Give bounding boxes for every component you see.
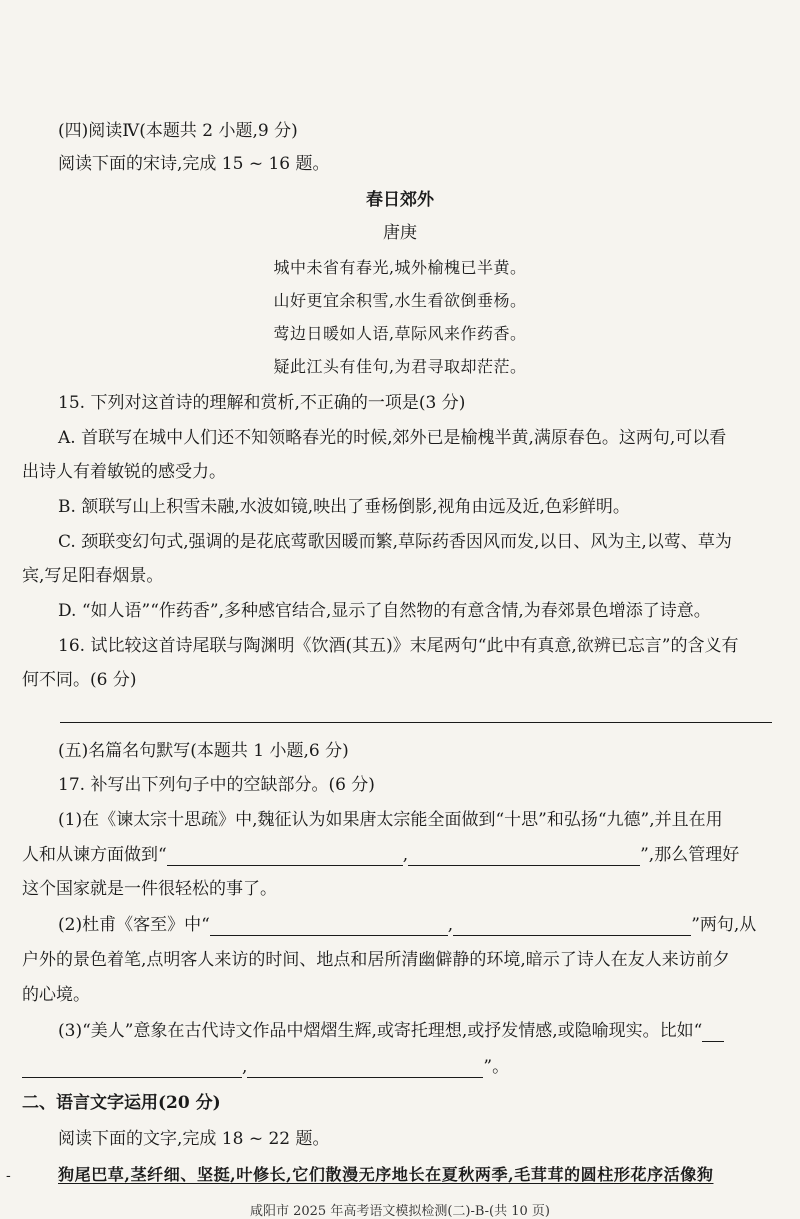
section4-instruction: 阅读下面的宋诗,完成 15 ~ 16 题。 (58, 154, 330, 174)
q17-stem: 17. 补写出下列句子中的空缺部分。(6 分) (58, 775, 375, 795)
q15-option-a-line2: 出诗人有着敏锐的感受力。 (22, 462, 226, 482)
q17-p1-line1: (1)在《谏太宗十思疏》中,魏征认为如果唐太宗能全面做到“十思”和弘扬“九德”,并且在用 (58, 810, 723, 830)
part2-instruction: 阅读下面的文字,完成 18 ~ 22 题。 (58, 1129, 330, 1149)
q15-option-c-line1: C. 颈联变幻句式,强调的是花底莺歌因暖而繁,草际药香因风而发,以日、风为主,以莺、草为 (58, 532, 732, 552)
page-footer: 咸阳市 2025 年高考语文模拟检测(二)-B-(共 10 页) (249, 1204, 551, 1219)
q17-p2-line3: 的心境。 (22, 985, 90, 1005)
q17-p2-line1-suffix: ”两句,从 (691, 915, 757, 935)
q17-p1-comma: , (402, 845, 409, 865)
q17-p2-line1 (58, 914, 756, 936)
q17-p1-line2-suffix: ”,那么管理好 (640, 845, 740, 865)
q15-option-a-line1: A. 首联写在城中人们还不知领略春光的时候,郊外已是榆槐半黄,满原春色。这两句,可以看 (58, 428, 727, 448)
q17-blank-5[interactable] (22, 1059, 242, 1078)
q17-p2-line1-prefix: (2)杜甫《客至》中“ (58, 915, 210, 935)
q17-p3-line2-suffix: ”。 (483, 1057, 510, 1077)
q17-blank-2[interactable] (408, 847, 640, 866)
poem-title: 春日郊外 (366, 190, 434, 210)
poem-line-2: 山好更宜余积雪,水生看欲倒垂杨。 (273, 291, 527, 310)
q17-p2-comma: , (447, 915, 454, 935)
q17-p1-line2 (22, 844, 739, 866)
q17-blank-1[interactable] (167, 847, 403, 866)
part2-heading: 二、语言文字运用(20 分) (22, 1093, 221, 1113)
section5-heading: (五)名篇名句默写(本题共 1 小题,6 分) (58, 741, 349, 761)
poem-line-1: 城中未省有春光,城外榆槐已半黄。 (273, 258, 527, 277)
margin-mark: - (6, 1168, 11, 1184)
passage-text: 狗尾巴草,茎纤细、坚挺,叶修长,它们散漫无序地长在夏秋两季,毛茸茸的圆柱形花序活像狗 (58, 1165, 714, 1184)
q15-stem: 15. 下列对这首诗的理解和赏析,不正确的一项是(3 分) (58, 393, 466, 413)
section4-heading: (四)阅读Ⅳ(本题共 2 小题,9 分) (58, 121, 298, 141)
q17-p3-line2 (22, 1056, 509, 1078)
q17-blank-6[interactable] (247, 1059, 483, 1078)
q17-blank-3[interactable] (210, 917, 448, 936)
q17-p1-line3: 这个国家就是一件很轻松的事了。 (22, 879, 277, 899)
q15-option-c-line2: 宾,写足阳春烟景。 (22, 566, 164, 586)
q15-option-d: D. “如人语”“作药香”,多种感官结合,显示了自然物的有意含情,为春郊景色增添了诗意。 (58, 601, 711, 621)
q17-p3-line1-text: (3)“美人”意象在古代诗文作品中熠熠生辉,或寄托理想,或抒发情感,或隐喻现实。比如“ (58, 1021, 703, 1041)
q16-answer-line[interactable] (60, 722, 772, 723)
q17-p2-line2: 户外的景色着笔,点明客人来访的时间、地点和居所清幽僻静的环境,暗示了诗人在友人来访前夕 (22, 950, 730, 970)
q17-p1-line2-prefix: 人和从谏方面做到“ (22, 845, 167, 865)
q15-option-b: B. 颔联写山上积雪未融,水波如镜,映出了垂杨倒影,视角由远及近,色彩鲜明。 (58, 497, 630, 517)
poem-line-3: 莺边日暖如人语,草际风来作药香。 (273, 324, 527, 343)
q17-p3-comma: , (242, 1057, 248, 1077)
q17-p3-line1 (58, 1020, 724, 1042)
poem-author: 唐庚 (383, 223, 417, 243)
q17-blank-4[interactable] (453, 917, 691, 936)
part2-passage-start (58, 1164, 713, 1186)
q16-stem-line2: 何不同。(6 分) (22, 670, 137, 690)
q16-stem-line1: 16. 试比较这首诗尾联与陶渊明《饮酒(其五)》末尾两句“此中有真意,欲辨已忘言”的含义有 (58, 636, 739, 656)
q17-blank-5-start[interactable] (702, 1023, 724, 1042)
poem-line-4: 疑此江头有佳句,为君寻取却茫茫。 (273, 357, 527, 376)
